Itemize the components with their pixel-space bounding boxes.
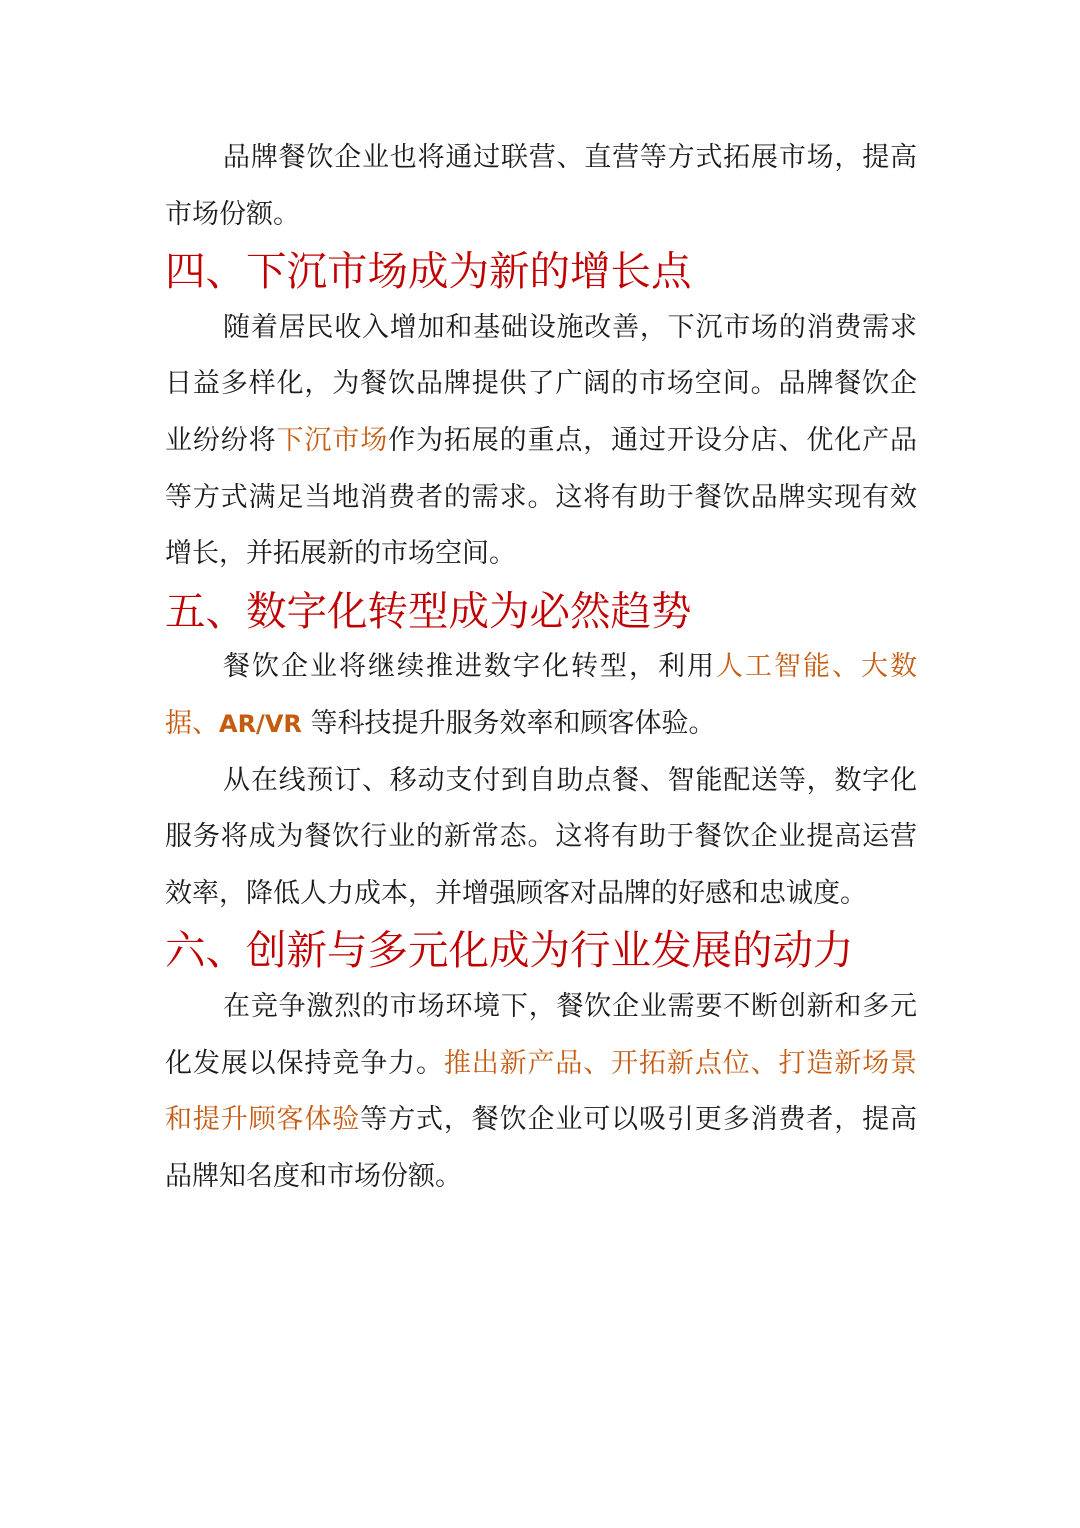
section-heading-5: 五、数字化转型成为必然趋势 <box>165 586 692 635</box>
paragraph-text: 品牌餐饮企业也将通过联营、直营等方式拓展市场，提高市场份额。 <box>165 142 917 230</box>
section-heading-6: 六、创新与多元化成为行业发展的动力 <box>165 926 854 975</box>
highlight-text: 推出新产品、开拓新点位、打造新场景和提升顾客体验 <box>165 1047 918 1136</box>
paragraph-text: 从在线预订、移动支付到自助点餐、智能配送等，数字化服务将成为餐饮行业的新常态。这将有助于餐饮企业提高运营效率，降低人力成本，并增强顾客对品牌的好感和忠诚度。 <box>165 764 917 909</box>
highlight-text: 下沉市场 <box>276 424 389 456</box>
paragraph-text: 在竞争激烈的市场环境下，餐饮企业需要不断创新和多元化发展以保持竞争力。 <box>165 990 917 1079</box>
paragraph-section-6 <box>165 979 917 1205</box>
paragraph-section-4 <box>165 300 917 583</box>
paragraph-text: 随着居民收入增加和基础设施改善，下沉市场的消费需求日益多样化，为餐饮品牌提供了广阔的市场空间。品牌餐饮企业纷纷将 <box>165 311 917 456</box>
paragraph-text: 等科技提升服务效率和顾客体验。 <box>301 707 716 739</box>
highlight-text-latin: AR/VR <box>219 709 302 738</box>
highlight-text: 人工智能、大数据、 <box>165 651 918 739</box>
paragraph-section-5-2 <box>165 753 917 923</box>
document-page <box>165 130 917 1205</box>
paragraph-text: 餐饮企业将继续推进数字化转型，利用 <box>223 651 717 683</box>
paragraph-text: 等方式，餐饮企业可以吸引更多消费者，提高品牌知名度和市场份额。 <box>165 1104 918 1192</box>
paragraph-text: 作为拓展的重点，通过开设分店、优化产品等方式满足当地消费者的需求。这将有助于餐饮品牌实现有效增长，并拓展新的市场空间。 <box>165 424 918 570</box>
section-heading-4: 四、下沉市场成为新的增长点 <box>165 247 692 296</box>
paragraph-intro <box>165 130 917 243</box>
paragraph-section-5-1 <box>165 639 917 752</box>
